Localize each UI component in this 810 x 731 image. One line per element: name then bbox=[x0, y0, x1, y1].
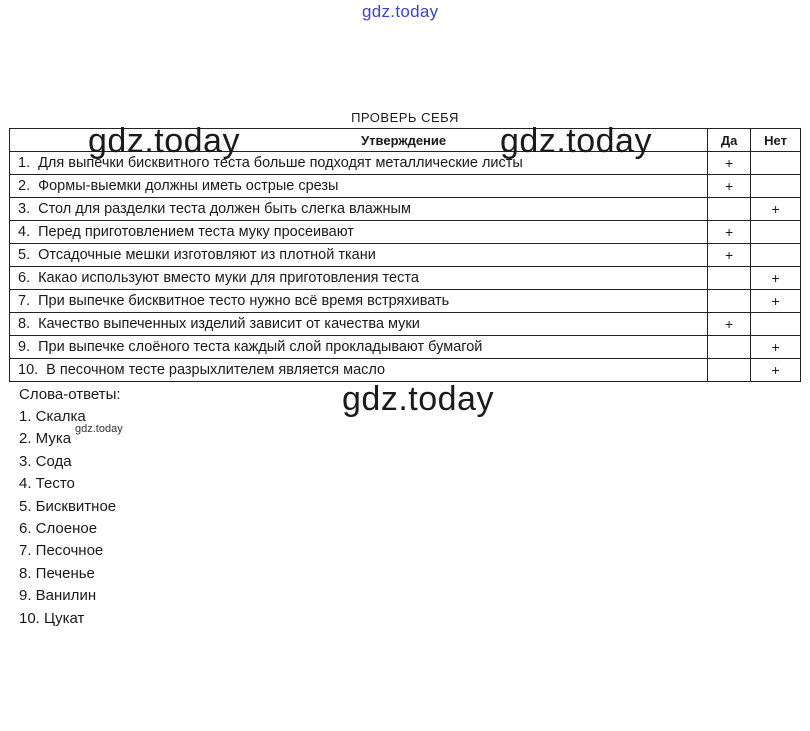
statement-text: Качество выпеченных изделий зависит от качества муки bbox=[38, 316, 420, 332]
statement-cell bbox=[10, 198, 708, 221]
statement-text: Стол для разделки теста должен быть слегка влажным bbox=[38, 201, 411, 217]
answer-word: 1. Скалка bbox=[19, 408, 86, 425]
statement-cell bbox=[10, 290, 708, 313]
no-mark: + bbox=[751, 336, 801, 359]
no-mark bbox=[751, 244, 801, 267]
statement-text: Для выпечки бисквитного теста больше подходят металлические листы bbox=[38, 155, 523, 171]
table-row bbox=[10, 336, 801, 359]
answer-word: 7. Песочное bbox=[19, 542, 104, 560]
yes-mark bbox=[708, 198, 751, 221]
statement-cell bbox=[10, 175, 708, 198]
statement-number: 2. bbox=[18, 178, 31, 194]
statement-cell bbox=[10, 336, 708, 359]
answer-word: 9. Ванилин bbox=[19, 587, 97, 605]
watermark-small: gdz.today bbox=[75, 423, 123, 435]
no-mark: + bbox=[751, 267, 801, 290]
answer-word: 4. Тесто bbox=[19, 475, 75, 493]
answer-word: 2. Мука bbox=[19, 430, 72, 448]
table-row bbox=[10, 221, 801, 244]
statement-number: 6. bbox=[18, 270, 31, 286]
statement-cell bbox=[10, 359, 708, 382]
statement-cell bbox=[10, 244, 708, 267]
answer-words-title: Слова-ответы: bbox=[19, 386, 121, 403]
watermark-3: gdz.today bbox=[342, 380, 494, 418]
answer-words-list bbox=[19, 406, 116, 630]
no-mark: + bbox=[751, 198, 801, 221]
statement-text: Отсадочные мешки изготовляют из плотной ткани bbox=[38, 247, 376, 263]
yes-mark bbox=[708, 336, 751, 359]
answer-word: 3. Сода bbox=[19, 452, 72, 470]
statement-text: Какао используют вместо муки для приготовления теста bbox=[38, 270, 419, 286]
statement-cell bbox=[10, 267, 708, 290]
answer-word: 10. Цукат bbox=[19, 609, 85, 627]
yes-mark: + bbox=[708, 152, 751, 175]
table-row bbox=[10, 198, 801, 221]
statement-text: Перед приготовлением теста муку просеивают bbox=[38, 224, 354, 240]
yes-mark: + bbox=[708, 221, 751, 244]
no-mark bbox=[751, 313, 801, 336]
table-row bbox=[10, 267, 801, 290]
answer-word: 8. Печенье bbox=[19, 564, 95, 582]
statement-text: Формы-выемки должны иметь острые срезы bbox=[38, 178, 339, 194]
statement-number: 8. bbox=[18, 316, 31, 332]
statement-number: 10. bbox=[18, 362, 39, 378]
table-row bbox=[10, 359, 801, 382]
statement-number: 5. bbox=[18, 247, 31, 263]
statement-cell bbox=[10, 221, 708, 244]
statement-cell bbox=[10, 313, 708, 336]
no-mark: + bbox=[751, 290, 801, 313]
table-row bbox=[10, 175, 801, 198]
watermark-2: gdz.today bbox=[500, 122, 652, 160]
answer-word: 5. Бисквитное bbox=[19, 497, 117, 515]
statement-number: 9. bbox=[18, 339, 31, 355]
statement-text: При выпечке бисквитное тесто нужно всё время встряхивать bbox=[38, 293, 450, 309]
yes-mark bbox=[708, 290, 751, 313]
table-row bbox=[10, 290, 801, 313]
no-mark bbox=[751, 175, 801, 198]
no-mark: + bbox=[751, 359, 801, 382]
statement-number: 1. bbox=[18, 155, 31, 171]
statement-number: 4. bbox=[18, 224, 31, 240]
yes-mark: + bbox=[708, 175, 751, 198]
top-watermark: gdz.today bbox=[362, 2, 439, 21]
yes-mark: + bbox=[708, 244, 751, 267]
quiz-table bbox=[9, 128, 801, 382]
table-row bbox=[10, 313, 801, 336]
statement-text: В песочном тесте разрыхлителем является масло bbox=[46, 362, 386, 378]
no-mark bbox=[751, 152, 801, 175]
header-no: Нет bbox=[751, 129, 801, 152]
header-statement: Утверждение bbox=[10, 129, 708, 152]
header-yes: Да bbox=[708, 129, 751, 152]
watermark-1: gdz.today bbox=[88, 122, 240, 160]
statement-number: 7. bbox=[18, 293, 31, 309]
no-mark bbox=[751, 221, 801, 244]
statement-text: При выпечке слоёного теста каждый слой прокладывают бумагой bbox=[38, 339, 483, 355]
statement-number: 3. bbox=[18, 201, 31, 217]
page-title: ПРОВЕРЬ СЕБЯ bbox=[351, 110, 459, 125]
yes-mark bbox=[708, 267, 751, 290]
yes-mark bbox=[708, 359, 751, 382]
answer-word: 6. Слоеное bbox=[19, 519, 98, 537]
table-row bbox=[10, 244, 801, 267]
yes-mark: + bbox=[708, 313, 751, 336]
